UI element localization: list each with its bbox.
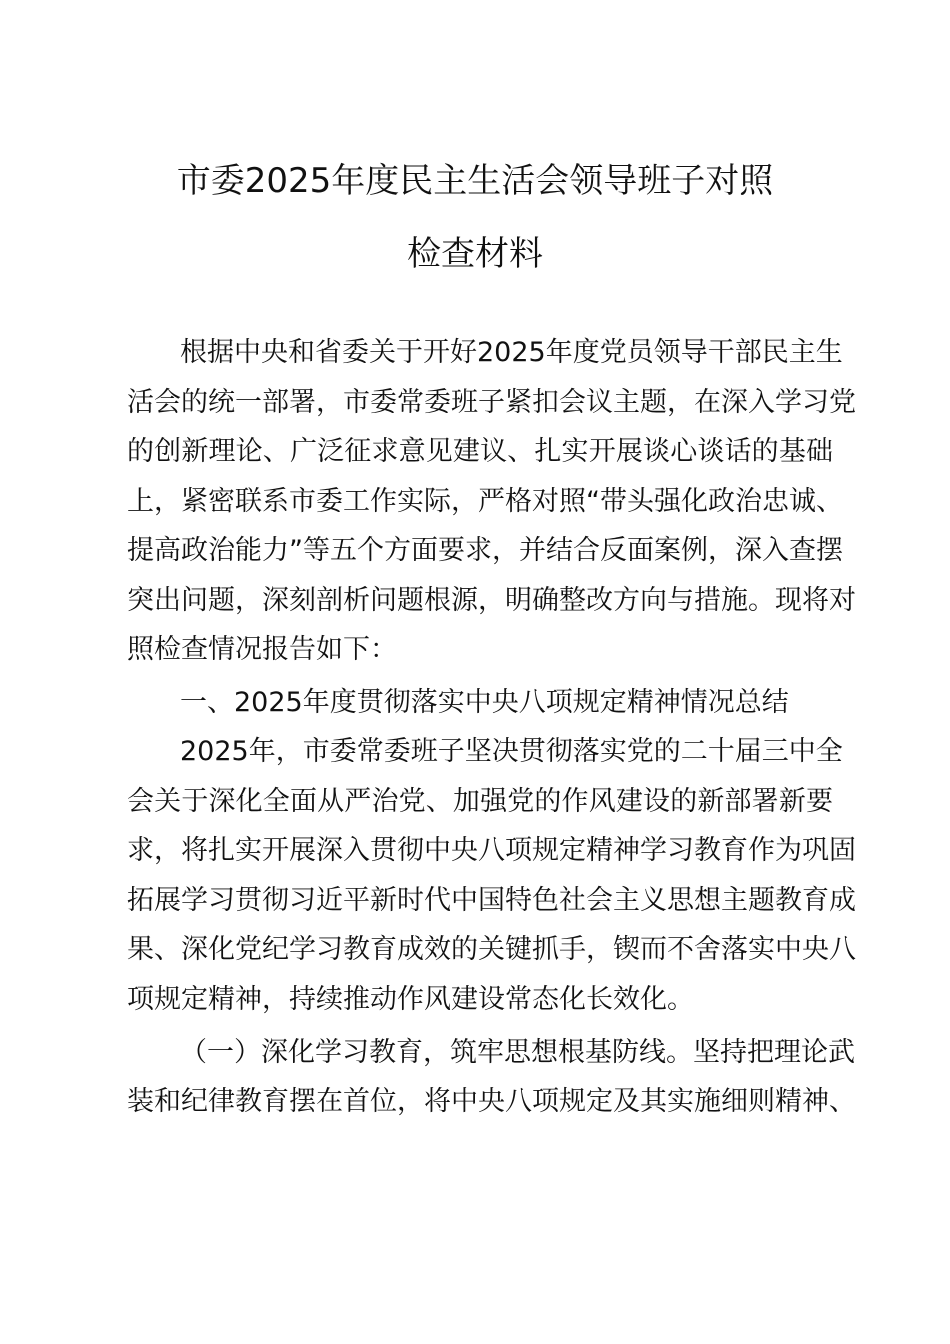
paragraph-1-line: 上，紧密联系市委工作实际，严格对照“带头强化政治忠诚、 — [127, 486, 843, 517]
paragraph-1-line: 的创新理论、广泛征求意见建议、扎实开展谈心谈话的基础 — [127, 436, 833, 467]
title-line-2: 检查材料 — [407, 234, 543, 274]
paragraph-3-line: 项规定精神，持续推动作风建设常态化长效化。 — [127, 984, 694, 1015]
title-line-1: 市委2025年度民主生活会领导班子对照 — [176, 161, 774, 201]
paragraph-2-line: 一、2025年度贯彻落实中央八项规定精神情况总结 — [180, 687, 789, 718]
paragraph-3-line: 求，将扎实开展深入贯彻中央八项规定精神学习教育作为巩固 — [127, 835, 856, 866]
paragraph-3-line: 拓展学习贯彻习近平新时代中国特色社会主义思想主题教育成 — [127, 885, 856, 916]
paragraph-1-line: 提高政治能力”等五个方面要求，并结合反面案例，深入查摆 — [127, 535, 843, 566]
paragraph-3-line: 2025年，市委常委班子坚决贯彻落实党的二十届三中全 — [180, 736, 843, 767]
paragraph-1-line: 突出问题，深刻剖析问题根源，明确整改方向与措施。现将对 — [127, 585, 856, 616]
paragraph-1-line: 活会的统一部署，市委常委班子紧扣会议主题，在深入学习党 — [127, 387, 856, 418]
paragraph-3-line: 果、深化党纪学习教育成效的关键抓手，锲而不舍落实中央八 — [127, 934, 856, 965]
paragraph-4-line: 装和纪律教育摆在首位，将中央八项规定及其实施细则精神、 — [127, 1086, 856, 1117]
paragraph-3-line: 会关于深化全面从严治党、加强党的作风建设的新部署新要 — [127, 786, 833, 817]
paragraph-1-line: 根据中央和省委关于开好2025年度党员领导干部民主生 — [180, 337, 843, 368]
paragraph-1-line: 照检查情况报告如下： — [127, 634, 397, 665]
paragraph-4-line: （一）深化学习教育，筑牢思想根基防线。坚持把理论武 — [180, 1037, 855, 1068]
